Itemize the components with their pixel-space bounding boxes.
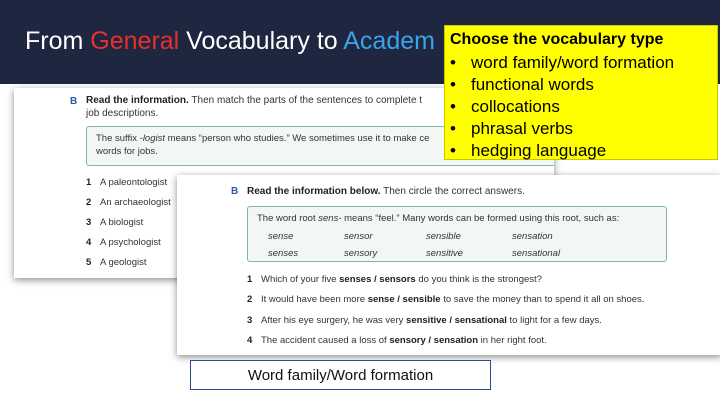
item-number: 1 [86, 177, 92, 188]
exercise-label: B [231, 186, 239, 197]
question-item [247, 294, 644, 305]
vocabulary-type-item: • functional words [450, 74, 674, 96]
info-italic: -logist [139, 133, 165, 144]
list-item [86, 237, 161, 248]
title-part-3: Vocabulary to [179, 27, 344, 55]
info-text: means “person who studies.” We sometimes use it to make ce [165, 133, 430, 144]
info-text: The suffix [96, 133, 140, 144]
question-text: The accident caused a loss of [261, 335, 390, 346]
answer-choices[interactable]: sensory / sensation [389, 335, 479, 346]
question-item [247, 315, 602, 326]
question-text: It would have been more [261, 294, 368, 305]
exercise-instruction [86, 94, 422, 107]
question-number: 2 [247, 294, 253, 305]
vocabulary-type-list [450, 52, 674, 162]
instruction-rest: Then match the parts of the sentences to complete t [188, 95, 423, 106]
instruction-rest: Then circle the correct answers. [380, 186, 525, 197]
info-line [257, 212, 666, 225]
item-text: A paleontologist [100, 177, 168, 188]
word: sensational [512, 248, 561, 259]
word: sensation [512, 231, 553, 242]
instruction-bold: Read the information below. [247, 186, 381, 197]
word: sense [268, 231, 294, 242]
slide-title [25, 27, 435, 56]
item-text: An archaeologist [100, 197, 171, 208]
word: sensitive [426, 248, 463, 259]
instruction-line-2: job descriptions. [86, 108, 159, 119]
question-number: 4 [247, 335, 253, 346]
vocabulary-type-item: • word family/word formation [450, 52, 674, 74]
list-item [86, 217, 143, 228]
vocabulary-type-item: • phrasal verbs [450, 118, 674, 140]
question-item [247, 335, 547, 346]
answer-choices[interactable]: senses / sensors [339, 274, 416, 285]
item-text: A psychologist [100, 237, 161, 248]
question-number: 3 [247, 315, 253, 326]
word: sensor [344, 231, 373, 242]
info-italic: sens- [318, 213, 342, 224]
question-text: to light for a few days. [506, 315, 602, 326]
word: sensory [344, 248, 378, 259]
caption-box: Word family/Word formation [190, 360, 491, 390]
list-item [86, 177, 167, 188]
item-number: 3 [86, 217, 92, 228]
info-line-2: words for jobs. [96, 146, 158, 157]
item-text: A biologist [100, 217, 144, 228]
vocabulary-type-item: • collocations [450, 96, 674, 118]
question-text: in her right foot. [478, 335, 547, 346]
answer-choices[interactable]: sense / sensible [367, 294, 441, 305]
title-part-general: General [90, 27, 180, 55]
info-text: The word root [257, 213, 319, 224]
question-number: 1 [247, 274, 253, 285]
instruction-bold: Read the information. [86, 95, 189, 106]
word: senses [268, 248, 299, 259]
word-root-info-box [247, 206, 667, 262]
vocabulary-type-item: • hedging language [450, 140, 674, 162]
exercise-label: B [70, 96, 78, 107]
info-text: means “feel.” Many words can be formed using this root, such as: [341, 213, 620, 224]
exercise-instruction [247, 185, 525, 198]
vocabulary-type-title: Choose the vocabulary type [450, 31, 664, 48]
question-text: Which of your five [261, 274, 340, 285]
title-part-1: From [25, 27, 91, 55]
exercise-card-sens [177, 175, 720, 355]
answer-choices[interactable]: sensitive / sensational [406, 315, 507, 326]
item-number: 5 [86, 257, 92, 268]
item-text: A geologist [100, 257, 147, 268]
vocabulary-type-box [444, 25, 718, 160]
item-number: 2 [86, 197, 92, 208]
question-text: do you think is the strongest? [415, 274, 542, 285]
question-item [247, 274, 542, 285]
question-text: After his eye surgery, he was very [261, 315, 407, 326]
item-number: 4 [86, 237, 92, 248]
word: sensible [426, 231, 461, 242]
list-item [86, 197, 171, 208]
question-text: to save the money than to spend it all on shoes. [440, 294, 645, 305]
title-part-academ: Academ [343, 27, 435, 55]
list-item [86, 257, 146, 268]
